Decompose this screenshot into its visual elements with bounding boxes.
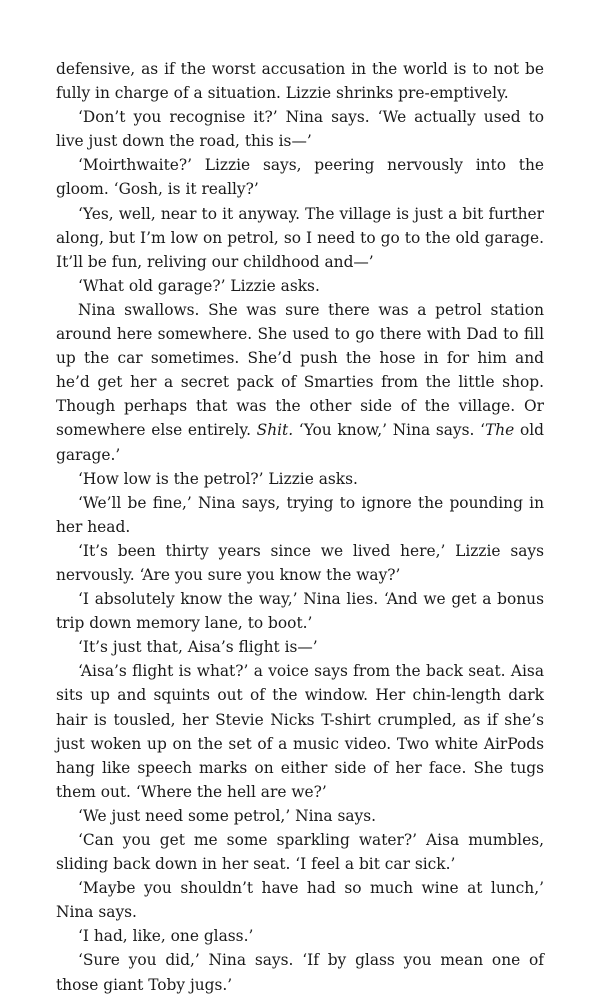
paragraph-text: ‘Don’t you recognise it?’ Nina says. ‘We actually used to live just down the road, this is—’ xyxy=(56,108,544,151)
paragraph-text: ‘We’ll be fine,’ Nina says, trying to ignore the pounding in her head. xyxy=(56,493,544,536)
paragraph-text: ‘It’s been thirty years since we lived here,’ Lizzie says nervously. ‘Are you sure you know the way?’ xyxy=(56,541,544,584)
paragraph xyxy=(56,659,544,804)
paragraph xyxy=(56,804,544,828)
paragraph xyxy=(56,635,544,659)
continued-paragraph xyxy=(56,57,544,105)
paragraph xyxy=(56,202,544,274)
paragraph xyxy=(56,876,544,924)
paragraph-text: ‘Aisa’s flight is what?’ a voice says from the back seat. Aisa sits up and squints out of the window. Her chin-length dark hair is tousled, her Stevie Nicks T-shirt crumpled, as if she’s just woken up on the set of a music video. Two white AirPods hang like speech marks on either side of her face. She tugs them out. ‘Where the hell are we?’ xyxy=(56,662,544,801)
paragraph xyxy=(56,274,544,298)
paragraph xyxy=(56,491,544,539)
paragraph-text: ‘How low is the petrol?’ Lizzie asks. xyxy=(78,469,358,488)
paragraph-text: ‘We just need some petrol,’ Nina says. xyxy=(78,806,377,825)
paragraph-text: ‘Sure you did,’ Nina says. ‘If by glass you mean one of those giant Toby jugs.’ xyxy=(56,951,544,994)
paragraph-text: old garage.’ xyxy=(56,421,545,464)
paragraph-text: ‘I absolutely know the way,’ Nina lies. ‘And we get a bonus trip down memory lane, to boot.’ xyxy=(56,590,544,633)
paragraph xyxy=(56,539,544,587)
book-page-body xyxy=(56,57,544,997)
italic-text: The xyxy=(484,421,515,440)
paragraph xyxy=(56,467,544,491)
paragraph-text: ‘It’s just that, Aisa’s flight is—’ xyxy=(78,638,318,657)
paragraph-text: ‘You know,’ Nina says. ‘ xyxy=(293,421,485,440)
paragraph-text: ‘What old garage?’ Lizzie asks. xyxy=(78,276,320,295)
paragraph-text: ‘I had, like, one glass.’ xyxy=(78,927,254,946)
paragraph xyxy=(56,948,544,996)
paragraph xyxy=(56,587,544,635)
paragraph-text: Nina swallows. She was sure there was a petrol station around here somewhere. She used to go there with Dad to fill up the car sometimes. She’d push the hose in for him and he’d get her a secret pack of Smarties from the little shop. Though perhaps that was the other side of the village. Or somewhere else entirely. xyxy=(56,300,544,440)
paragraph xyxy=(56,298,544,467)
italic-text: Shit. xyxy=(256,421,294,440)
paragraph xyxy=(56,153,544,201)
paragraph-text: ‘Yes, well, near to it anyway. The village is just a bit further along, but I’m low on petrol, so I need to go to the old garage. It’ll be fun, reliving our childhood and—’ xyxy=(56,204,544,271)
paragraph-text: ‘Can you get me some sparkling water?’ Aisa mumbles, sliding back down in her seat. ‘I feel a bit car sick.’ xyxy=(56,831,544,874)
paragraph-text: ‘Maybe you shouldn’t have had so much wine at lunch,’ Nina says. xyxy=(56,879,544,922)
paragraph-text: ‘Moirthwaite?’ Lizzie says, peering nervously into the gloom. ‘Gosh, is it really?’ xyxy=(56,156,544,199)
paragraph xyxy=(56,828,544,876)
paragraph-text: defensive, as if the worst accusation in the world is to not be fully in charge of a situation. Lizzie shrinks pre-emptively. xyxy=(56,60,544,103)
paragraph xyxy=(56,924,544,948)
paragraph xyxy=(56,105,544,153)
